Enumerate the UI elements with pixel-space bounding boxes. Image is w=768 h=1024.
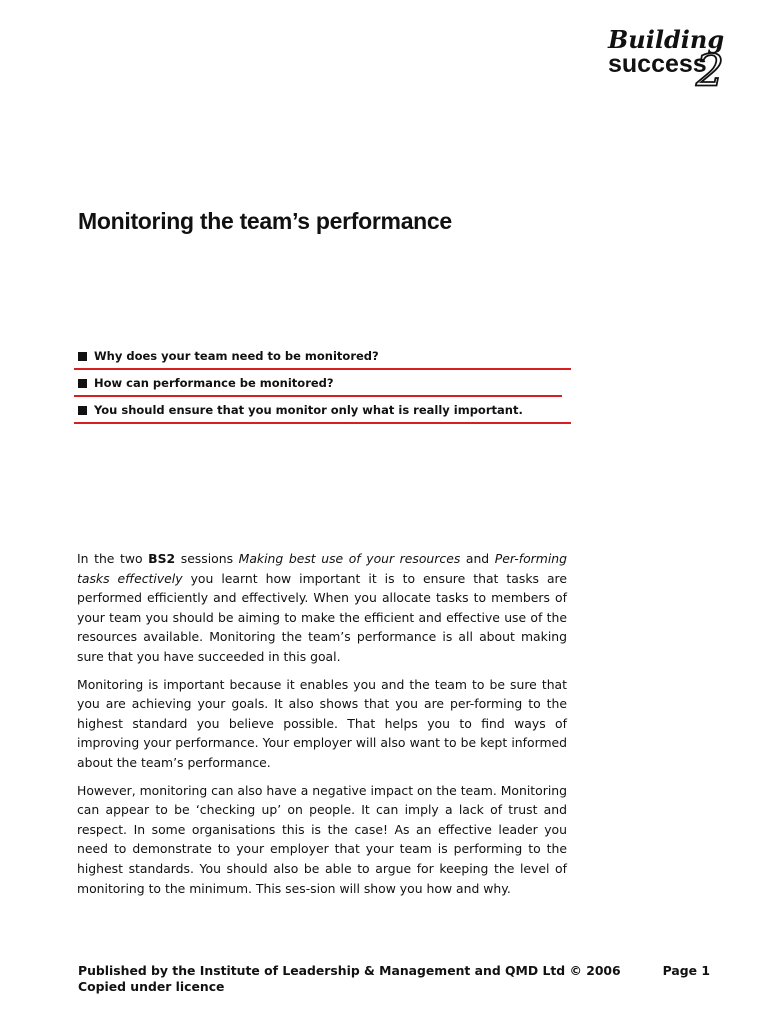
- bs2-reference: BS2: [148, 551, 176, 566]
- logo-word-success: success: [608, 50, 707, 78]
- objective-text: You should ensure that you monitor only what is really important.: [94, 403, 523, 417]
- objective-item: [74, 370, 574, 397]
- objective-text: How can performance be monitored?: [94, 376, 334, 390]
- text-run: and: [460, 551, 495, 566]
- square-bullet-icon: [78, 379, 87, 388]
- objective-item: [74, 397, 574, 424]
- body-paragraph: However, monitoring can also have a negative impact on the team. Monitoring can appear to be ‘checking up’ on people. It can imply a lack of trust and respect. In some organisations this is the case! As an effective leader you need to demonstrate to your employer that your team is performing to the highest standards. You should also be able to argue for keeping the level of monitoring to the minimum. This ses-sion will show you how and why.: [77, 782, 567, 896]
- objective-text: Why does your team need to be monitored?: [94, 349, 379, 363]
- square-bullet-icon: [78, 406, 87, 415]
- body-text: [77, 549, 567, 906]
- objectives-list: [74, 343, 574, 424]
- objective-item: [74, 343, 574, 370]
- logo-numeral-2: 2: [696, 46, 724, 90]
- licence-line: Copied under licence: [78, 979, 225, 994]
- publisher-line: Published by the Institute of Leadership & Management and QMD Ltd © 2006: [78, 963, 621, 978]
- text-run: you learnt how important it is to ensure that tasks are performed efficiently and effectively. When you allocate tasks to members of your team you should be aiming to make the efficient and effective use of the resources available. Monitoring the team’s performance is all about making sure that you have succeeded in this goal.: [77, 570, 567, 664]
- body-paragraph: [77, 549, 567, 667]
- logo-word-building: Building: [608, 25, 725, 54]
- text-run: In the two: [77, 551, 149, 566]
- session-title-resources: Making best use of your resources: [238, 551, 461, 566]
- red-rule-divider: [74, 422, 571, 424]
- page-number: Page 1: [662, 963, 710, 978]
- body-paragraph: Monitoring is important because it enables you and the team to be sure that you are achieving your goals. It also shows that you are per-forming to the highest standard you believe possible. That helps you to find ways of improving your performance. Your employer will also want to be kept informed about the team’s performance.: [77, 676, 567, 770]
- text-run: sessions: [175, 551, 239, 566]
- page-title: Monitoring the team’s performance: [78, 208, 452, 234]
- square-bullet-icon: [78, 352, 87, 361]
- page-footer: [78, 963, 710, 995]
- session-title-tasks: Per-forming tasks effectively: [77, 551, 567, 586]
- building-success-2-logo: [600, 24, 740, 90]
